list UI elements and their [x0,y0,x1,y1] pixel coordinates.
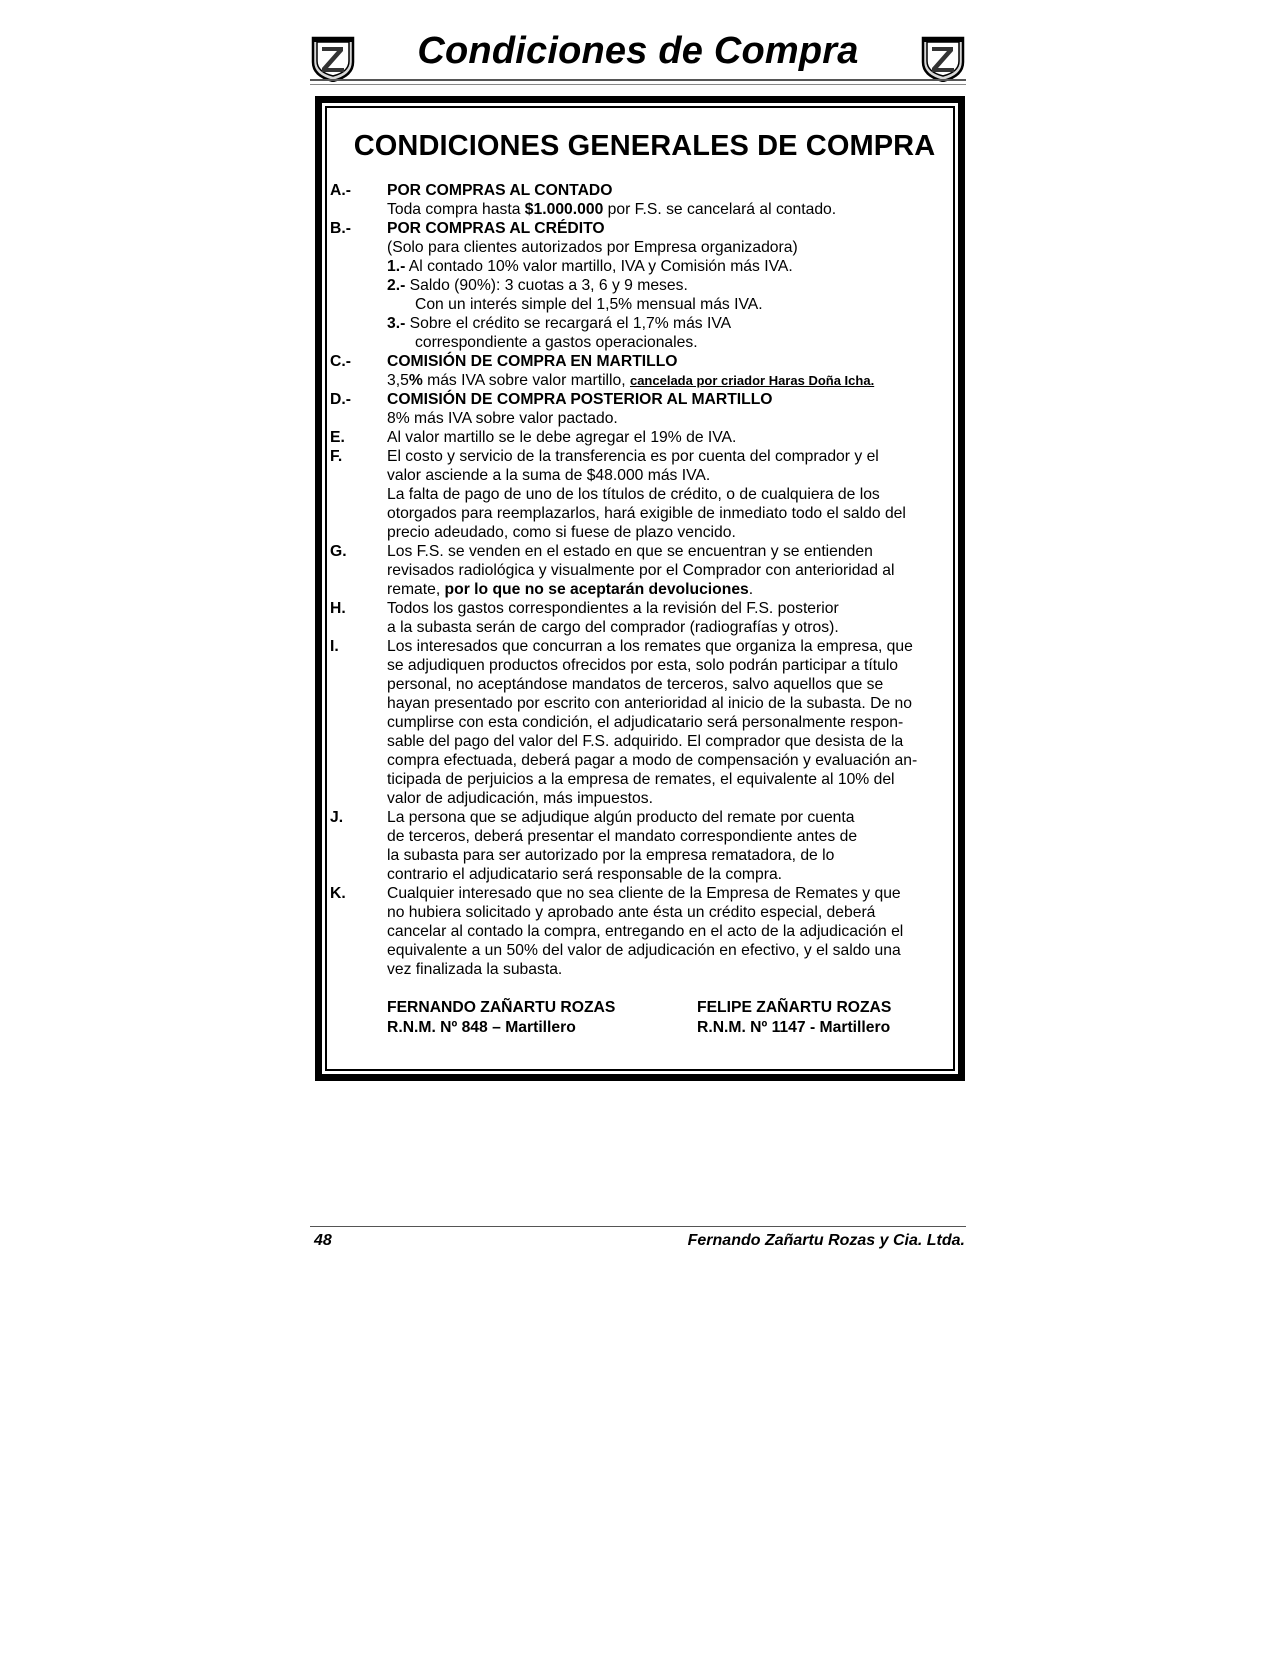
section-letter: H. [330,600,346,617]
section-line: cumplirse con esta condición, el adjudicatario será personalmente respon- [387,714,904,731]
section-line: vez finalizada la subasta. [387,961,563,978]
section-letter: K. [330,885,346,902]
zr-shield-logo-icon [920,34,966,82]
section-line: remate, por lo que no se aceptarán devoluciones. [387,581,754,598]
section-line: (Solo para clientes autorizados por Empresa organizadora) [387,239,798,256]
section-line: Los interesados que concurran a los remates que organiza la empresa, que [387,638,913,655]
footer-company: Fernando Zañartu Rozas y Cia. Ltda. [687,1232,965,1249]
section-line: cancelar al contado la compra, entregando en el acto de la adjudicación el [387,923,904,940]
section-line: otorgados para reemplazarlos, hará exigible de inmediato todo el saldo del [387,505,906,522]
section-line: a la subasta serán de cargo del comprador (radiografías y otros). [387,619,839,636]
header-divider-thin [310,84,966,85]
section-line: Todos los gastos correspondientes a la revisión del F.S. posterior [387,600,839,617]
signature-title: R.N.M. Nº 848 – Martillero [387,1019,576,1036]
section-line: de terceros, deberá presentar el mandato correspondiente antes de [387,828,858,845]
header-divider [310,79,966,81]
section-line: Con un interés simple del 1,5% mensual más IVA. [415,296,763,313]
section-line: compra efectuada, deberá pagar a modo de compensación y evaluación an- [387,752,918,769]
section-heading: POR COMPRAS AL CRÉDITO [387,220,605,237]
footer-divider [310,1226,966,1227]
signatures [330,998,955,1038]
section-line: Al valor martillo se le debe agregar el 19% de IVA. [387,429,737,446]
section-letter: A.- [330,182,351,199]
section-line: Cualquier interesado que no sea cliente de la Empresa de Remates y que [387,885,901,902]
section-heading: COMISIÓN DE COMPRA POSTERIOR AL MARTILLO [387,391,773,408]
page-number: 48 [314,1232,332,1249]
signature-title: R.N.M. Nº 1147 - Martillero [697,1019,891,1036]
section-line: La falta de pago de uno de los títulos de crédito, o de cualquiera de los [387,486,880,503]
section-line: valor asciende a la suma de $48.000 más IVA. [387,467,711,484]
section-letter: G. [330,543,347,560]
zr-shield-logo-icon [310,34,356,82]
section-line: no hubiera solicitado y aprobado ante ésta un crédito especial, deberá [387,904,876,921]
section-h [330,599,955,637]
section-b [330,219,955,352]
section-line: personal, no aceptándose mandatos de terceros, salvo aquellos que se [387,676,884,693]
signature-block [697,998,891,1038]
section-line: equivalente a un 50% del valor de adjudicación en efectivo, y el saldo una [387,942,901,959]
section-line: contrario el adjudicatario será responsable de la compra. [387,866,783,883]
section-line: 1.- Al contado 10% valor martillo, IVA y Comisión más IVA. [387,258,793,275]
conditions-title: CONDICIONES GENERALES DE COMPRA [353,130,936,162]
section-letter: J. [330,809,344,826]
section-letter: B.- [330,220,351,237]
section-line: valor de adjudicación, más impuestos. [387,790,653,807]
section-heading: COMISIÓN DE COMPRA EN MARTILLO [387,353,678,370]
section-heading: POR COMPRAS AL CONTADO [387,182,613,199]
section-a [330,181,955,219]
section-line: se adjudiquen productos ofrecidos por esta, solo podrán participar a título [387,657,899,674]
section-line: El costo y servicio de la transferencia es por cuenta del comprador y el [387,448,879,465]
section-letter: I. [330,638,339,655]
section-line: 2.- Saldo (90%): 3 cuotas a 3, 6 y 9 meses. [387,277,688,294]
section-g [330,542,955,599]
page-title: Condiciones de Compra [417,30,859,72]
section-line: correspondiente a gastos operacionales. [415,334,698,351]
section-line: 3,5% más IVA sobre valor martillo, cancelada por criador Haras Doña Icha. [387,372,875,389]
section-c [330,352,955,390]
signature-block [387,998,697,1038]
section-line: hayan presentado por escrito con anterioridad al inicio de la subasta. De no [387,695,912,712]
section-k [330,884,955,979]
conditions-content [330,130,955,1038]
section-letter: E. [330,429,345,446]
signature-name: FERNANDO ZAÑARTU ROZAS [387,999,616,1016]
section-line: sable del pago del valor del F.S. adquirido. El comprador que desista de la [387,733,904,750]
signature-name: FELIPE ZAÑARTU ROZAS [697,999,892,1016]
section-line: Toda compra hasta $1.000.000 por F.S. se cancelará al contado. [387,201,837,218]
page-header [310,28,966,86]
section-letter: C.- [330,353,351,370]
section-j [330,808,955,884]
section-f [330,447,955,542]
section-e [330,428,955,447]
section-line: La persona que se adjudique algún producto del remate por cuenta [387,809,855,826]
section-line: ticipada de perjuicios a la empresa de remates, el equivalente al 10% del [387,771,895,788]
section-line: Los F.S. se venden en el estado en que se encuentran y se entienden [387,543,873,560]
section-line: la subasta para ser autorizado por la empresa rematadora, de lo [387,847,835,864]
section-d [330,390,955,428]
section-letter: D.- [330,391,351,408]
section-i [330,637,955,808]
section-line: 8% más IVA sobre valor pactado. [387,410,618,427]
section-letter: F. [330,448,343,465]
section-line: precio adeudado, como si fuese de plazo vencido. [387,524,736,541]
section-line: revisados radiológica y visualmente por el Comprador con anterioridad al [387,562,895,579]
section-line: 3.- Sobre el crédito se recargará el 1,7% más IVA [387,315,732,332]
